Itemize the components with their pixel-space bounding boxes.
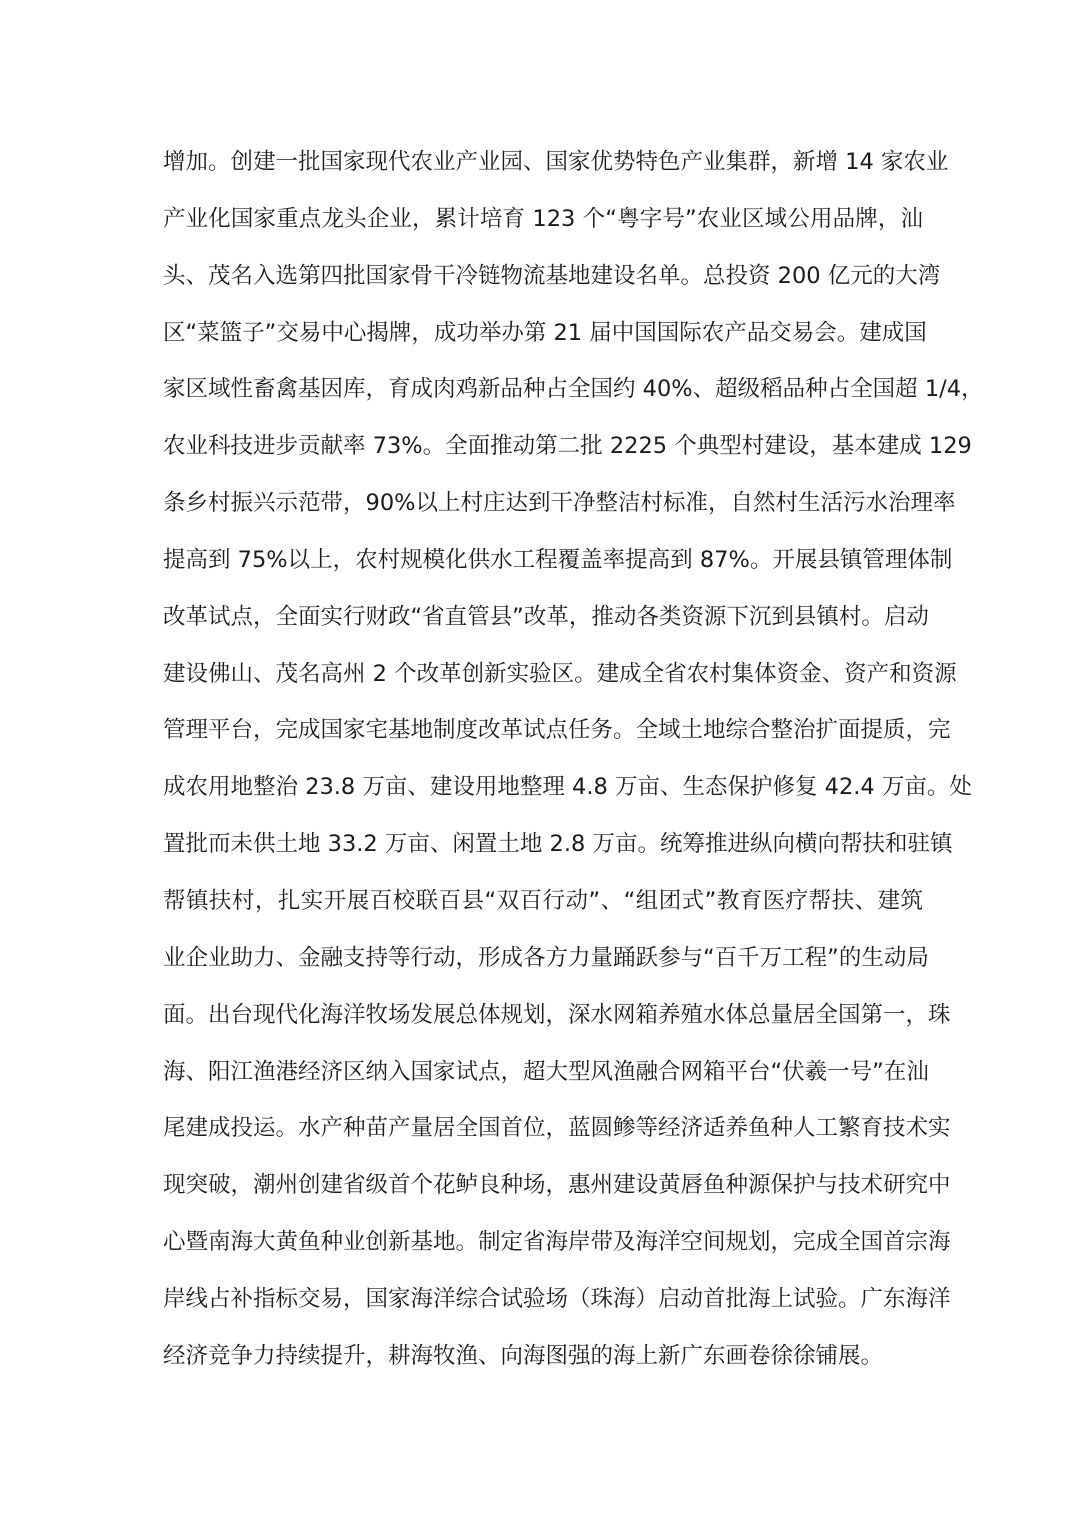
text-line: 海、阳江渔港经济区纳入国家试点，超大型风渔融合网箱平台“伏羲一号”在汕 [163,1058,929,1085]
text-line: 尾建成投运。水产种苗产量居全国首位，蓝圆鲹等经济适养鱼种人工繁育技术实 [163,1115,951,1142]
text-line: 区“菜篮子”交易中心揭牌，成功举办第 21 届中国国际农产品交易会。建成国 [163,319,927,346]
text-line: 改革试点，全面实行财政“省直管县”改革，推动各类资源下沉到县镇村。启动 [163,603,929,630]
text-line: 产业化国家重点龙头企业，累计培育 123 个“粤字号”农业区域公用品牌，汕 [163,205,923,232]
text-line: 农业科技进步贡献率 73%。全面推动第二批 2225 个典型村建设，基本建成 129 [163,433,972,460]
text-line: 家区域性畜禽基因库，育成肉鸡新品种占全国约 40%、超级稻品种占全国超 1/4， [163,376,984,403]
text-line: 岸线占补指标交易，国家海洋综合试验场（珠海）启动首批海上试验。广东海洋 [163,1285,951,1312]
text-line: 现突破，潮州创建省级首个花鲈良种场，惠州建设黄唇鱼种源保护与技术研究中 [163,1172,951,1199]
text-line: 心暨南海大黄鱼种业创新基地。制定省海岸带及海洋空间规划，完成全国首宗海 [163,1229,951,1256]
text-line: 条乡村振兴示范带，90%以上村庄达到干净整洁村标准，自然村生活污水治理率 [163,490,956,517]
text-line: 置批而未供土地 33.2 万亩、闲置土地 2.8 万亩。统筹推进纵向横向帮扶和驻镇 [163,831,953,858]
body-paragraph [163,134,984,1385]
text-line: 成农用地整治 23.8 万亩、建设用地整理 4.8 万亩、生态保护修复 42.4 万亩。处 [163,774,972,801]
text-line: 面。出台现代化海洋牧场发展总体规划，深水网箱养殖水体总量居全国第一，珠 [163,1001,951,1028]
text-line: 业企业助力、金融支持等行动，形成各方力量踊跃参与“百千万工程”的生动局 [163,944,929,971]
text-line: 经济竞争力持续提升，耕海牧渔、向海图强的海上新广东画卷徐徐铺展。 [163,1342,884,1369]
text-line: 帮镇扶村，扎实开展百校联百县“双百行动”、“组团式”教育医疗帮扶、建筑 [163,887,923,914]
text-line: 管理平台，完成国家宅基地制度改革试点任务。全域土地综合整治扩面提质，完 [163,717,951,744]
text-line: 建设佛山、茂名高州 2 个改革创新实验区。建成全省农村集体资金、资产和资源 [163,660,957,687]
text-line: 增加。创建一批国家现代农业产业园、国家优势特色产业集群，新增 14 家农业 [163,149,949,175]
text-line: 头、茂名入选第四批国家骨干冷链物流基地建设名单。总投资 200 亿元的大湾 [163,262,941,289]
text-line: 提高到 75%以上，农村规模化供水工程覆盖率提高到 87%。开展县镇管理体制 [163,546,953,573]
